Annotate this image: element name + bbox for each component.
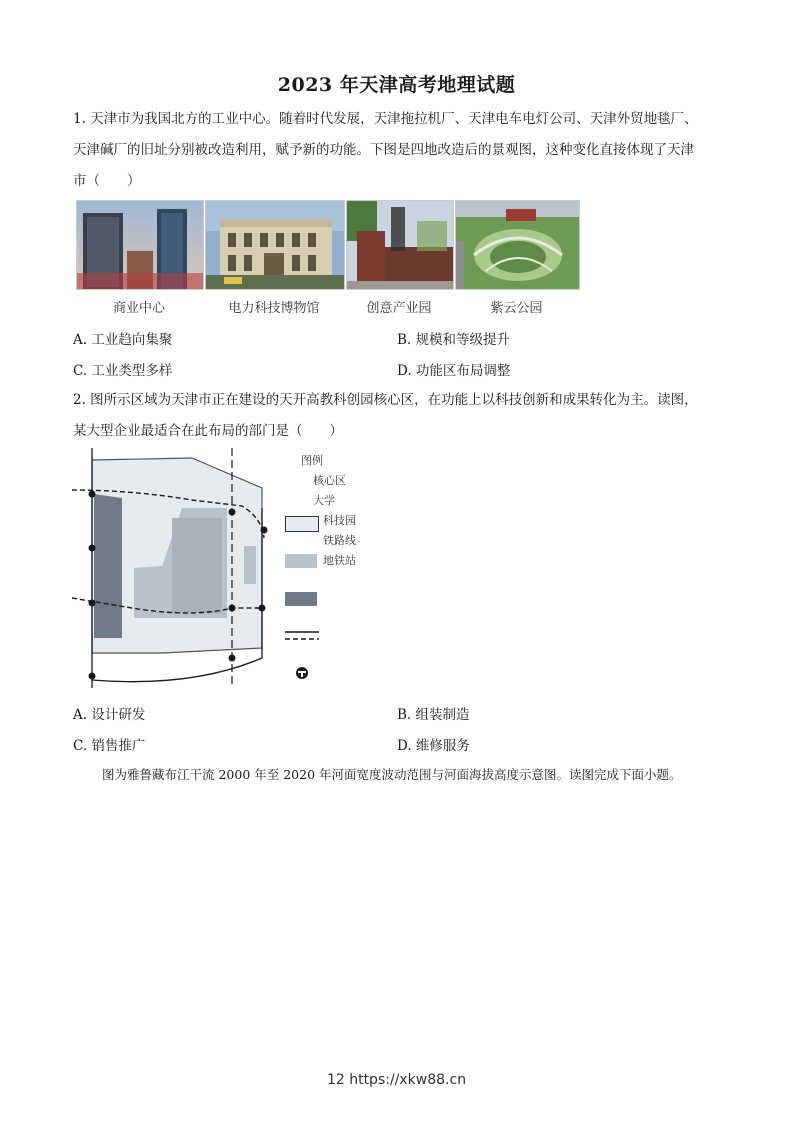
legend-swatch-core [285, 516, 319, 532]
q2-stem [73, 385, 723, 447]
q2-option-a[interactable]: A. 设计研发 [73, 707, 146, 723]
caption-power-museum: 电力科技博物馆 [228, 301, 320, 316]
q1-line-1: 1. 天津市为我国北方的工业中心。随着时代发展，天津拖拉机厂、天津电车电灯公司、天津外贸地毯厂、 [73, 111, 698, 127]
caption-commercial-center: 商业中心 [112, 301, 165, 316]
q1-stem [73, 104, 723, 197]
subway-station-icon [295, 666, 309, 680]
legend-swatch-university [285, 554, 317, 568]
q1-line-3: 市（ ） [73, 173, 141, 189]
q1-line-2: 天津碱厂的旧址分别被改造利用，赋予新的功能。下图是四地改造后的景观图，这种变化直接体现了天津 [73, 142, 694, 158]
legend-title: 图例 [301, 454, 323, 467]
q2-line-2: 某大型企业最适合在此布局的部门是（ ） [73, 423, 343, 439]
legend-swatch-sci-park [285, 592, 317, 606]
map-legend [283, 452, 373, 682]
caption-creative-park: 创意产业园 [366, 301, 432, 316]
q2-option-d[interactable]: D. 维修服务 [397, 738, 470, 754]
photo-ziyun-park [455, 200, 580, 290]
q2-line-1: 2. 图所示区域为天津市正在建设的天开高教科创园核心区，在功能上以科技创新和成果转化为主。读图， [73, 392, 698, 408]
photo-power-museum [205, 200, 345, 290]
q1-option-a[interactable]: A. 工业趋向集聚 [73, 332, 173, 348]
legend-label-university: 大学 [313, 494, 335, 507]
legend-label-core: 核心区 [313, 474, 346, 487]
q3-intro: 图为雅鲁藏布江干流 2000 年至 2020 年河面宽度波动范围与河面海拔高度示意图。读图完成下面小题。 [102, 767, 682, 782]
q2-option-b[interactable]: B. 组装制造 [397, 707, 470, 723]
photo-commercial-center [76, 200, 204, 290]
page-title: 2023 年天津高考地理试题 [277, 74, 516, 96]
caption-ziyun-park: 紫云公园 [490, 301, 543, 316]
legend-label-sci-park: 科技园 [323, 514, 356, 527]
legend-label-railway: 铁路线 [323, 534, 356, 547]
q1-option-c[interactable]: C. 工业类型多样 [73, 363, 173, 379]
page-footer: 12 https://xkw88.cn [326, 1072, 467, 1088]
photo-creative-park [346, 200, 454, 290]
q1-option-b[interactable]: B. 规模和等级提升 [397, 332, 511, 348]
q2-option-c[interactable]: C. 销售推广 [73, 738, 146, 754]
legend-label-subway-station: 地铁站 [323, 554, 356, 567]
legend-swatch-lines [285, 630, 319, 642]
q1-option-d[interactable]: D. 功能区布局调整 [397, 363, 511, 379]
